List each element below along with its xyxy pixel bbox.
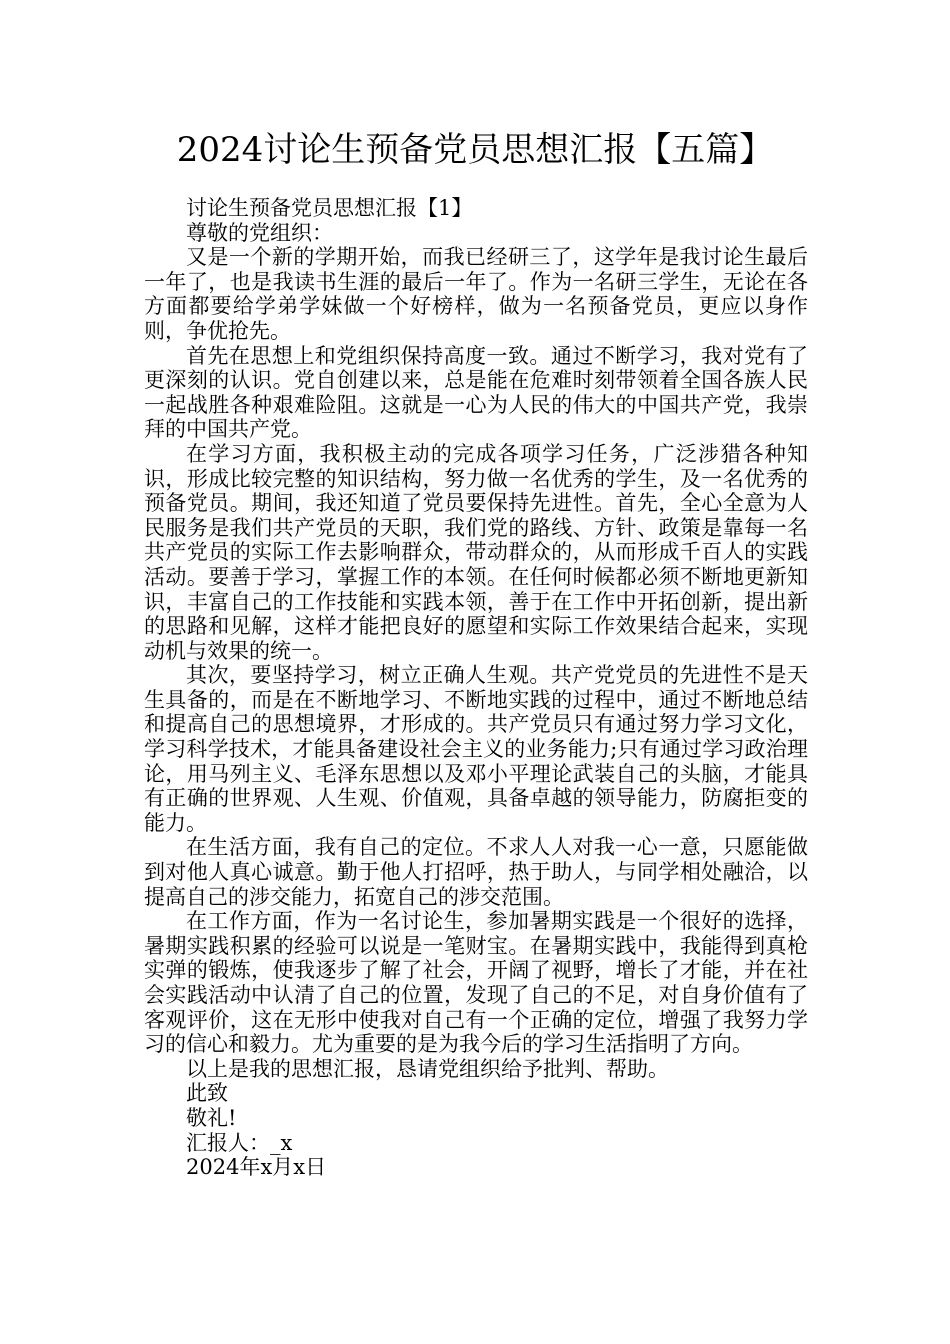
closing-line-1: 此致 bbox=[186, 1081, 228, 1106]
paragraph-2: 首先在思想上和党组织保持高度一致。通过不断学习，我对党有了更深刻的认识。党自创建以来，总是能在危难时刻带领着全国各族人民一起战胜各种艰难险阻。这就是一心为人民的伟大的中国共产党，我崇拜的中国共产党。 bbox=[144, 343, 808, 442]
section-heading: 讨论生预备党员思想汇报【1】 bbox=[186, 196, 473, 220]
reporter-signature: 汇报人：_x bbox=[186, 1130, 293, 1155]
paragraph-6: 在工作方面，作为一名讨论生，参加暑期实践是一个很好的选择，暑期实践积累的经验可以说是一笔财宝。在暑期实践中，我能得到真枪实弹的锻炼，使我逐步了解了社会，开阔了视野，增长了才能，并在社会实践活动中认清了自己的位置，发现了自己的不足，对自身价值有了客观评价，这在无形中使我对自己有一个正确的定位，增强了我努力学习的信心和毅力。尤为重要的是为我今后的学习生活指明了方向。 bbox=[144, 909, 808, 1057]
paragraph-1: 又是一个新的学期开始，而我已经研三了，这学年是我讨论生最后一年了，也是我读书生涯的最后一年了。作为一名研三学生，无论在各方面都要给学弟学妹做一个好榜样，做为一名预备党员，更应以身作则，争优抢先。 bbox=[144, 245, 808, 343]
document-body bbox=[144, 196, 808, 1180]
paragraph-7: 以上是我的思想汇报，恳请党组织给予批判、帮助。 bbox=[186, 1056, 669, 1081]
paragraph-4: 其次，要坚持学习，树立正确人生观。共产党党员的先进性不是天生具备的，而是在不断地学习、不断地实践的过程中，通过不断地总结和提高自己的思想境界，才形成的。共产党员只有通过努力学习文化，学习科学技术，才能具备建设社会主义的业务能力;只有通过学习政治理论，用马列主义、毛泽东思想以及邓小平理论武装自己的头脑，才能具有正确的世界观、人生观、价值观，具备卓越的领导能力，防腐拒变的能力。 bbox=[144, 663, 808, 835]
salutation: 尊敬的党组织： bbox=[186, 220, 333, 245]
document-title: 2024讨论生预备党员思想汇报【五篇】 bbox=[176, 130, 774, 170]
report-date: 2024年x月x日 bbox=[186, 1155, 327, 1180]
paragraph-3: 在学习方面，我积极主动的完成各项学习任务，广泛涉猎各种知识，形成比较完整的知识结构，努力做一名优秀的学生，及一名优秀的预备党员。期间，我还知道了党员要保持先进性。首先，全心全意为人民服务是我们共产党员的天职，我们党的路线、方针、政策是靠每一名共产党员的实际工作去影响群众，带动群众的，从而形成千百人的实践活动。要善于学习，掌握工作的本领。在任何时候都必须不断地更新知识，丰富自己的工作技能和实践本领，善于在工作中开拓创新，提出新的思路和见解，这样才能把良好的愿望和实际工作效果结合起来，实现动机与效果的统一。 bbox=[144, 441, 808, 663]
closing-line-2: 敬礼! bbox=[186, 1105, 237, 1130]
paragraph-5: 在生活方面，我有自己的定位。不求人人对我一心一意，只愿能做到对他人真心诚意。勤于他人打招呼，热于助人，与同学相处融洽，以提高自己的涉交能力，拓宽自己的涉交范围。 bbox=[144, 835, 808, 909]
